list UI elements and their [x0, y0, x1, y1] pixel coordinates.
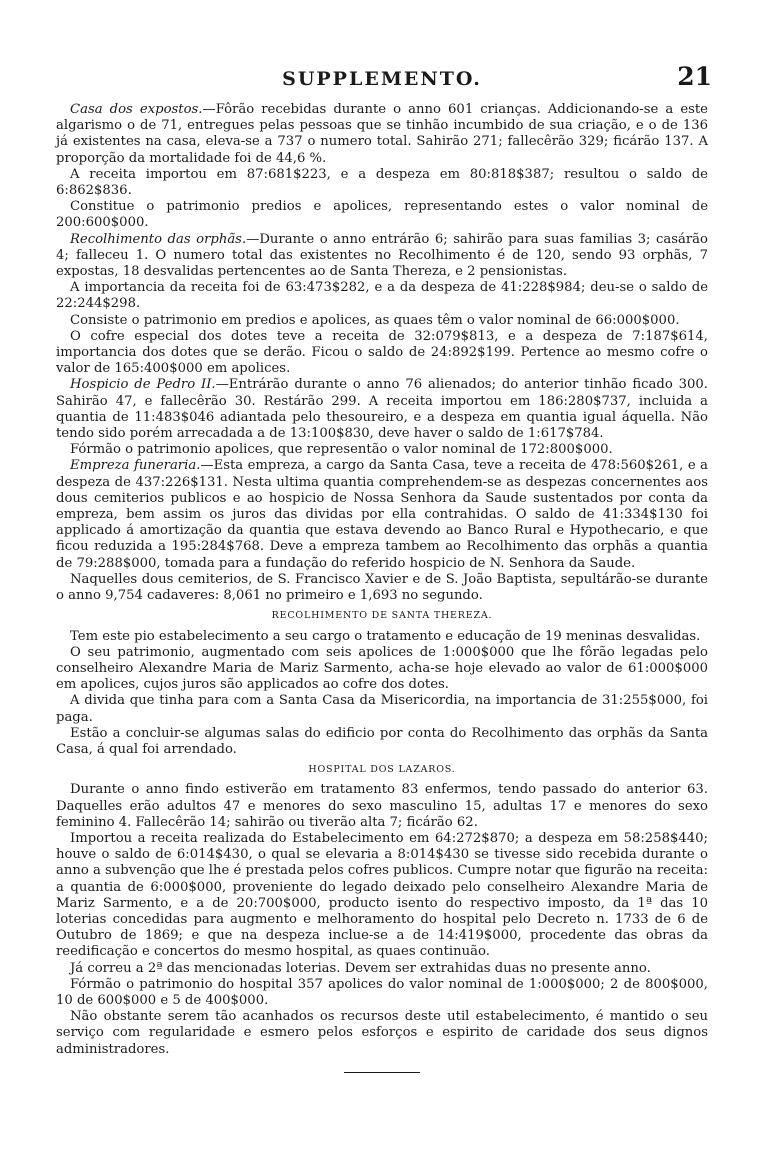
- section-heading-hospital-dos-lazaros: HOSPITAL DOS LAZAROS.: [308, 764, 456, 776]
- paragraph: Naquelles dous cemiterios, de S. Francisco Xavier e de S. João Baptista, sepultárão-se durante o anno 9,754 cadaveres: 8,061 no primeiro e 1,693 no segundo.: [56, 571, 708, 604]
- paragraph: Constitue o patrimonio predios e apolices, representando estes o valor nominal de 200:600$000.: [56, 199, 708, 231]
- paragraph: O seu patrimonio, augmentado com seis apolices de 1:000$000 que lhe fôrão legadas pelo conselheiro Alexandre Maria de Mariz Sarmento, acha-se hoje elevado ao valor de 61:000$000 em apolices, cujos juros são applicados ao cofre dos dotes.: [56, 644, 708, 693]
- end-rule: [344, 1072, 420, 1073]
- paragraph: Fórmão o patrimonio do hospital 357 apolices do valor nominal de 1:000$000; 2 de 800$000, 10 de 600$000 e 5 de 400$000.: [56, 976, 708, 1008]
- paragraph: Importou a receita realizada do Estabelecimento em 64:272$870; a despeza em 58:258$440; houve o saldo de 6:014$430, o qual se elevaria a 8:014$430 se tivesse sido recebida durante o anno a subvenção que lhe é prestada pelos cofres publicos. Cumpre notar que figurão na receita: a quantia de 6:000$000, proveniente do legado deixado pelo conselheiro Alexandre Maria de Mariz Sarmento, e a de 20:700$000, producto isento do respectivo imposto, da 1ª das 10 loterias concedidas para augmento e melhoramento do hospital pelo Decreto n. 1733 de 6 de Outubro de 1869; e que na despeza inclue-se a de 14:419$000, procedente das obras da reedificação e concertos do mesmo hospital, as quaes continuão.: [56, 830, 708, 960]
- paragraph-casa-dos-expostos: Casa dos expostos.—Fôrão recebidas durante o anno 601 crianças. Addicionando-se a este algarismo o de 71, entregues pelas pessoas que se tinhão incumbido de sua criação, e o de 136 já existentes na casa, eleva-se a 737 o numero total. Sahirão 271; fallecêrão 329; ficárão 137. A proporção da mortalidade foi de 44,6 %.: [56, 102, 708, 166]
- page-number: 21: [677, 62, 712, 91]
- paragraph-empreza-funeraria: Empreza funeraria.—Esta empreza, a cargo da Santa Casa, teve a receita de 478:560$261, e a despeza de 437:226$131. Nesta ultima quantia comprehendem-se as despezas concernentes aos dous cemiterios publicos e ao hospicio de Nossa Senhora da Saude sustentados por conta da empreza, bem assim os juros das dividas por ella contrahidas. O saldo de 41:334$130 foi applicado á amortização da quantia que estava devendo ao Banco Rural e Hypothecario, e que ficou reduzida a 195:284$768. Deve a empreza tambem ao Recolhimento das orphãs a quantia de 79:288$000, tomada para a fundação do referido hospicio de N. Senhora da Saude.: [56, 458, 708, 571]
- paragraph-recolhimento-das-orphas: Recolhimento das orphãs.—Durante o anno entrárão 6; sahirão para suas familias 3; casárão 4; falleceu 1. O numero total das existentes no Recolhimento é de 120, sendo 93 orphãs, 7 expostas, 18 desvalidas pertencentes ao de Santa Thereza, e 2 pensionistas.: [56, 231, 708, 280]
- paragraph: Não obstante serem tão acanhados os recursos deste util estabelecimento, é mantido o seu serviço com regularidade e esmero pelos esforços e espirito de caridade dos seus dignos administradores.: [56, 1009, 708, 1057]
- paragraph-hospicio-de-pedro-ii: Hospicio de Pedro II.—Entrárão durante o anno 76 alienados; do anterior tinhão ficado 300. Sahirão 47, e fallecêrão 30. Restárão 299. A receita importou em 186:280$737, incluida a quantia de 11:483$046 adiantada pelo thesoureiro, e a despeza em quantia igual áquella. Não tendo sido porém arrecadada a de 13:100$830, deve haver o saldo de 1:617$784.: [56, 377, 708, 442]
- section-heading-santa-thereza: RECOLHIMENTO DE SANTA THEREZA.: [271, 610, 493, 622]
- document-body: [56, 102, 708, 1073]
- paragraph: Fórmão o patrimonio apolices, que representão o valor nominal de 172:800$000.: [70, 442, 613, 458]
- paragraph: Durante o anno findo estiverão em tratamento 83 enfermos, tendo passado do anterior 63. Daquelles erão adultos 47 e menores do sexo masculino 15, adultas 17 e menores do sexo feminino 4. Fallecêrão 14; sahirão ou tiverão alta 7; ficárão 62.: [56, 782, 708, 830]
- page-header: [56, 62, 712, 102]
- running-title: SUPPLEMENTO.: [282, 68, 482, 90]
- paragraph: Estão a concluir-se algumas salas do edificio por conta do Recolhimento das orphãs da Santa Casa, á qual foi arrendado.: [56, 725, 708, 757]
- paragraph: O cofre especial dos dotes teve a receita de 32:079$813, e a despeza de 7:187$614, importancia dos dotes que se derão. Ficou o saldo de 24:892$199. Pertence ao mesmo cofre o valor de 165:400$000 em apolices.: [56, 328, 708, 377]
- paragraph: Tem este pio estabelecimento a seu cargo o tratamento e educação de 19 meninas desvalidas.: [70, 628, 701, 644]
- paragraph: A importancia da receita foi de 63:473$282, e a da despeza de 41:228$984; deu-se o saldo de 22:244$298.: [56, 280, 708, 312]
- paragraph: Consiste o patrimonio em predios e apolices, as quaes têm o valor nominal de 66:000$000.: [70, 312, 680, 328]
- paragraph: A divida que tinha para com a Santa Casa da Misericordia, na importancia de 31:255$000, foi paga.: [56, 693, 708, 725]
- paragraph: A receita importou em 87:681$223, e a despeza em 80:818$387; resultou o saldo de 6:862$836.: [56, 166, 708, 199]
- paragraph: Já correu a 2ª das mencionadas loterias. Devem ser extrahidas duas no presente anno.: [70, 960, 651, 976]
